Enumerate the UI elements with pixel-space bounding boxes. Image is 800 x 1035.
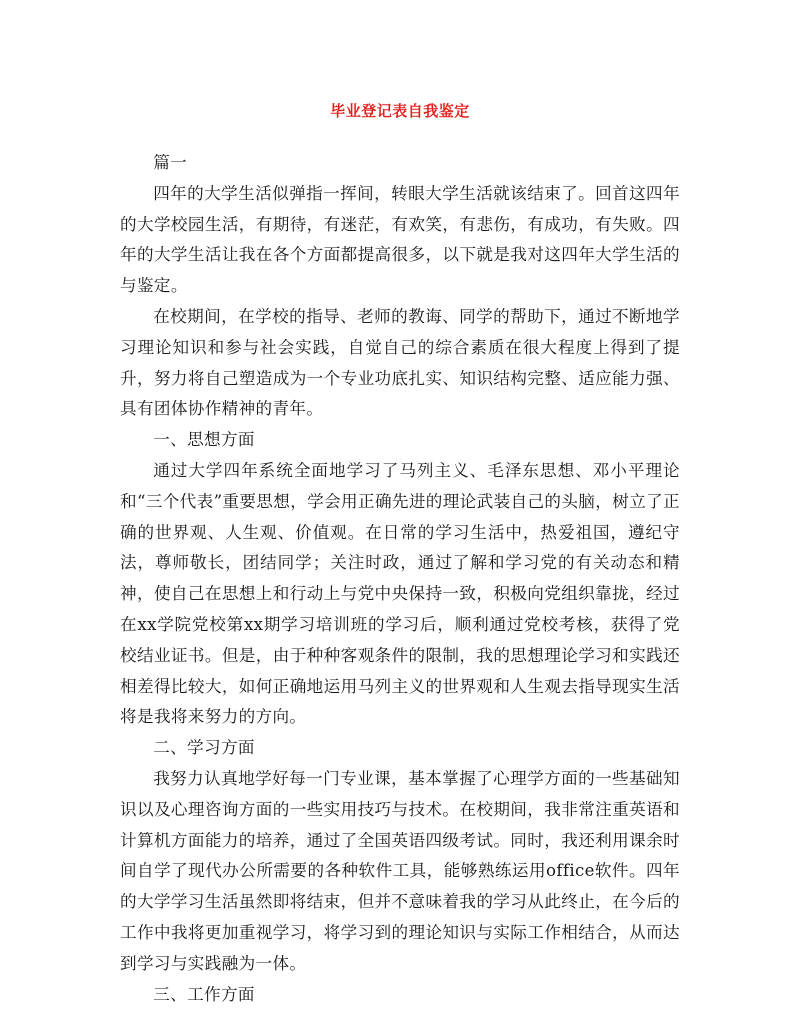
paragraph-study: 我努力认真地学好每一门专业课，基本掌握了心理学方面的一些基础知识以及心理咨询方面的一些实用技巧与技术。在校期间，我非常注重英语和计算机方面能力的培养，通过了全国英语四级考试。同时，我还利用课余时间自学了现代办公所需要的各种软件工具，能够熟练运用office软件。四年的大学学习生活虽然即将结束，但并不意味着我的学习从此终止，在今后的工作中我将更加重视学习，将学习到的理论知识与实际工作相结合，从而达到学习与实践融为一体。	[120, 768, 680, 973]
paragraph-overview: 在校期间，在学校的指导、老师的教诲、同学的帮助下，通过不断地学习理论知识和参与社会实践，自觉自己的综合素质在很大程度上得到了提升，努力将自己塑造成为一个专业功底扎实、知识结构完整、适应能力强、具有团体协作精神的青年。	[120, 306, 680, 419]
section-label: 篇一	[153, 153, 188, 172]
paragraph-intro: 四年的大学生活似弹指一挥间，转眼大学生活就该结束了。回首这四年的大学校园生活，有期待，有迷茫，有欢笑，有悲伤，有成功，有失败。四年的大学生活让我在各个方面都提高很多，以下就是我对这四年大学生活的与鉴定。	[120, 183, 680, 296]
heading-study: 二、学习方面	[153, 738, 255, 758]
paragraph-ideology: 通过大学四年系统全面地学习了马列主义、毛泽东思想、邓小平理论和“三个代表”重要思想，学会用正确先进的理论武装自己的头脑，树立了正确的世界观、人生观、价值观。在日常的学习生活中，热爱祖国，遵纪守法，尊师敬长，团结同学；关注时政，通过了解和学习党的有关动态和精神，使自己在思想上和行动上与党中央保持一致，积极向党组织靠拢，经过在xx学院党校第xx期学习培训班的学习后，顺利通过党校考核，获得了党校结业证书。但是，由于种种客观条件的限制，我的思想理论学习和实践还相差得比较大，如何正确地运用马列主义的世界观和人生观去指导现实生活将是我将来努力的方向。	[120, 460, 680, 727]
document-body	[120, 148, 680, 1010]
heading-ideology: 一、思想方面	[153, 430, 255, 450]
heading-work: 三、工作方面	[153, 984, 255, 1004]
document-title: 毕业登记表自我鉴定	[330, 102, 470, 120]
